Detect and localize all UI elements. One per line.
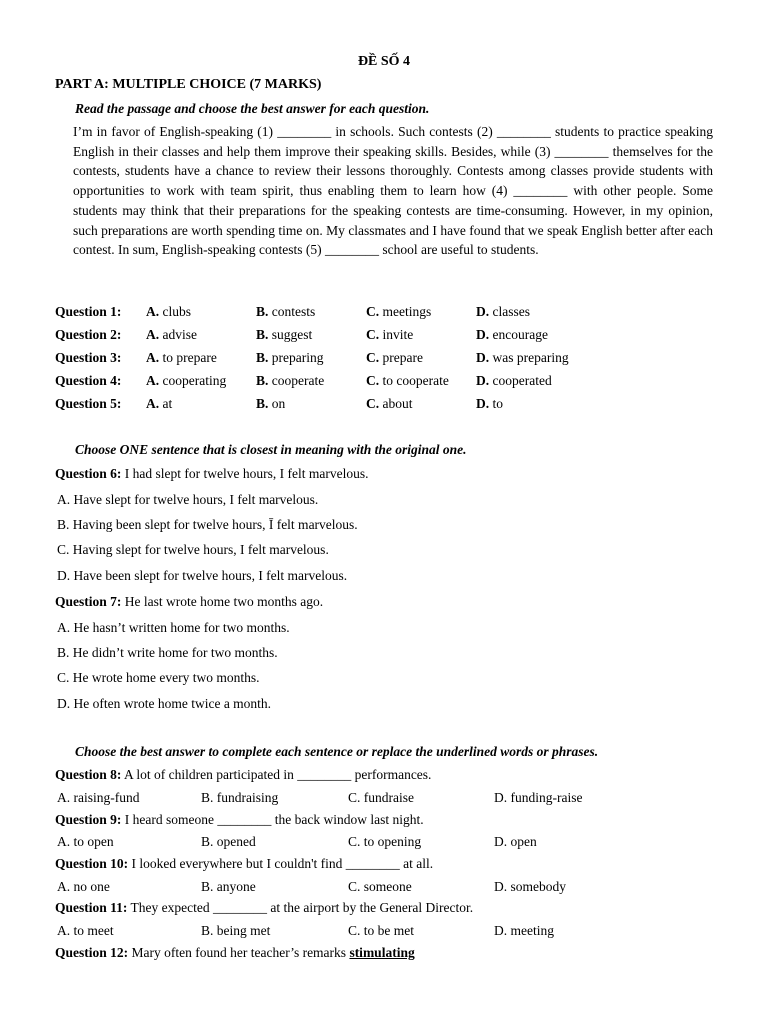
option-d[interactable]: D. somebody [494, 879, 566, 894]
option-a[interactable]: A. clubs [146, 304, 191, 319]
option-c[interactable]: C. to opening [348, 834, 422, 849]
q7-option-b[interactable]: B. He didn’t write home for two months. [57, 645, 278, 660]
option-d[interactable]: D. encourage [476, 327, 548, 342]
option-a[interactable]: A. raising-fund [57, 790, 140, 805]
question-9: Question 9: I heard someone ________ the back window last night. [55, 812, 424, 827]
question-label: Question 3: [55, 350, 122, 365]
option-c[interactable]: C. someone [348, 879, 412, 894]
q7-option-a[interactable]: A. He hasn’t written home for two months. [57, 620, 290, 635]
option-a[interactable]: A. to meet [57, 923, 114, 938]
option-c[interactable]: C. meetings [366, 304, 432, 319]
option-d[interactable]: D. to [476, 396, 504, 411]
option-a[interactable]: A. advise [146, 327, 197, 342]
option-d[interactable]: D. classes [476, 304, 530, 319]
question-8: Question 8: A lot of children participated in ________ performances. [55, 767, 432, 782]
option-a[interactable]: A. no one [57, 879, 110, 894]
option-d[interactable]: D. funding-raise [494, 790, 583, 805]
option-b[interactable]: B. suggest [256, 327, 313, 342]
underlined-word: stimulating [349, 945, 415, 960]
section1-instruction: Read the passage and choose the best answer for each question. [75, 101, 430, 116]
option-a[interactable]: A. to open [57, 834, 114, 849]
option-c[interactable]: C. about [366, 396, 413, 411]
question-10: Question 10: I looked everywhere but I couldn't find ________ at all. [55, 856, 434, 871]
option-b[interactable]: B. opened [201, 834, 256, 849]
reading-passage [73, 122, 713, 260]
option-a[interactable]: A. at [146, 396, 173, 411]
question-label: Question 5: [55, 396, 122, 411]
passage-text: I’m in favor of English-speaking (1) ________ in schools. Such contests (2) ________ students to practice speaking English in their classes and help them improve their speaking skills. Besides, while (3) ________ themselves for the contests, students have a chance to review their lessons thoroughly. Contests among classes provide students with opportunities to work with team spirit, thus enabling them to learn how (4) ________ with other people. Some students may think that their preparations for the speaking contests are time-consuming. However, in my opinion, such preparations are worth spending time on. My classmates and I have found that we speak English better after each contest. In sum, English-speaking contests (5) ________ school are useful to students. [73, 124, 713, 258]
question-label: Question 2: [55, 327, 122, 342]
option-c[interactable]: C. invite [366, 327, 414, 342]
q6-option-a[interactable]: A. Have slept for twelve hours, I felt marvelous. [57, 492, 319, 507]
option-a[interactable]: A. cooperating [146, 373, 227, 388]
option-b[interactable]: B. contests [256, 304, 316, 319]
q6-option-b[interactable]: B. Having been slept for twelve hours, Ī felt marvelous. [57, 517, 358, 532]
page-title: ĐỀ SỐ 4 [357, 54, 411, 69]
section2-instruction: Choose ONE sentence that is closest in meaning with the original one. [75, 442, 467, 457]
option-c[interactable]: C. to be met [348, 923, 414, 938]
option-c[interactable]: C. fundraise [348, 790, 414, 805]
option-b[interactable]: B. fundraising [201, 790, 279, 805]
option-d[interactable]: D. open [494, 834, 537, 849]
option-d[interactable]: D. meeting [494, 923, 554, 938]
part-a-heading: PART A: MULTIPLE CHOICE (7 MARKS) [55, 77, 322, 92]
question-12: Question 12: Mary often found her teacher’s remarks stimulating [55, 945, 415, 960]
option-b[interactable]: B. being met [201, 923, 271, 938]
option-c[interactable]: C. to cooperate [366, 373, 449, 388]
option-d[interactable]: D. cooperated [476, 373, 552, 388]
question-7: Question 7: He last wrote home two months ago. [55, 594, 324, 609]
option-a[interactable]: A. to prepare [146, 350, 217, 365]
option-b[interactable]: B. cooperate [256, 373, 325, 388]
q6-option-d[interactable]: D. Have been slept for twelve hours, I felt marvelous. [57, 568, 348, 583]
q7-option-d[interactable]: D. He often wrote home twice a month. [57, 696, 272, 711]
question-label: Question 4: [55, 373, 122, 388]
question-label: Question 1: [55, 304, 122, 319]
option-b[interactable]: B. anyone [201, 879, 256, 894]
option-c[interactable]: C. prepare [366, 350, 423, 365]
section3-instruction: Choose the best answer to complete each sentence or replace the underlined words or phrases. [75, 744, 599, 759]
option-b[interactable]: B. on [256, 396, 286, 411]
option-b[interactable]: B. preparing [256, 350, 324, 365]
q7-option-c[interactable]: C. He wrote home every two months. [57, 670, 260, 685]
question-6: Question 6: I had slept for twelve hours, I felt marvelous. [55, 466, 369, 481]
q6-option-c[interactable]: C. Having slept for twelve hours, I felt marvelous. [57, 542, 329, 557]
question-11: Question 11: They expected ________ at the airport by the General Director. [55, 900, 474, 915]
option-d[interactable]: D. was preparing [476, 350, 569, 365]
